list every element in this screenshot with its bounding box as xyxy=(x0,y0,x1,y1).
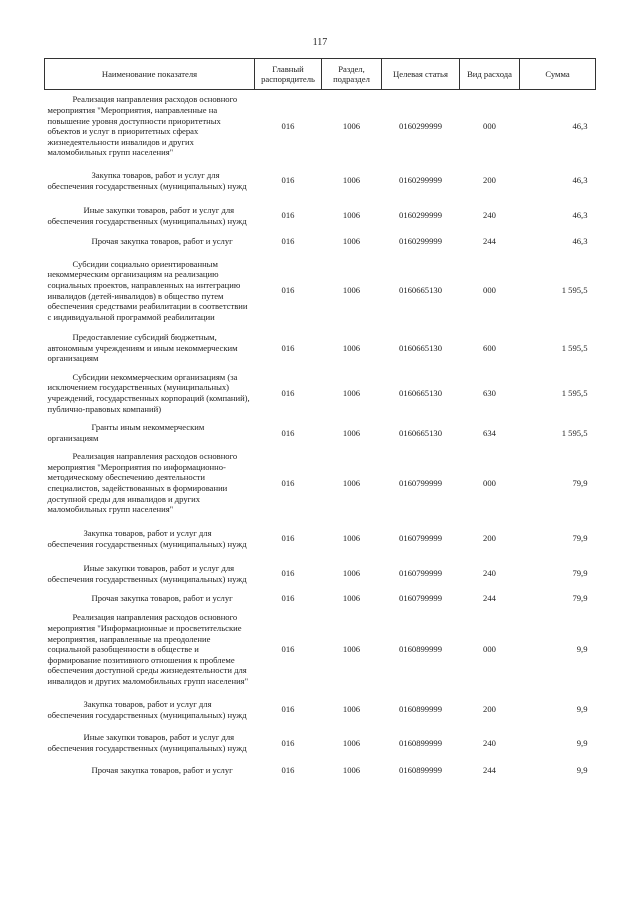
row-target-article: 0160665130 xyxy=(399,427,442,438)
table-row xyxy=(45,557,596,591)
row-sum: 1 595,5 xyxy=(561,285,588,296)
row-expense-type: 200 xyxy=(483,533,496,544)
row-name: Гранты иным некоммерческим организациям xyxy=(47,422,205,443)
row-section: 1006 xyxy=(342,765,361,776)
row-sum: 79,9 xyxy=(572,533,588,544)
row-target-article: 0160299999 xyxy=(399,120,442,131)
row-section: 1006 xyxy=(342,644,361,655)
row-sum: 1 595,5 xyxy=(561,342,588,353)
table-header-row xyxy=(45,59,596,90)
header-name: Наименование показателя xyxy=(45,59,255,90)
row-name: Реализация направления расходов основного мероприятия "Информационные и просветительские мероприятия, направленные на преодоление социальной разобщенности в обществе и формирование позитивного отношения к проблеме обеспечения доступной среды жизнедеятельности для инвалидов и других маломобильных групп населения" xyxy=(47,612,249,686)
header-expense-type: Вид расхода xyxy=(460,59,520,90)
row-target-article: 0160665130 xyxy=(399,285,442,296)
row-sum: 9,9 xyxy=(576,765,588,776)
row-target-article: 0160665130 xyxy=(399,342,442,353)
row-section: 1006 xyxy=(342,427,361,438)
row-main-manager: 016 xyxy=(281,644,295,655)
row-sum: 46,3 xyxy=(572,236,588,247)
row-section: 1006 xyxy=(342,568,361,579)
row-sum: 46,3 xyxy=(572,120,588,131)
row-name: Реализация направления расходов основного мероприятия "Мероприятия по информационно-методическому обеспечению деятельности специалистов, задействованных в формировании доступной среды для инвалидов и других маломобильных групп населения" xyxy=(47,451,238,515)
row-main-manager: 016 xyxy=(281,210,295,221)
row-name: Предоставление субсидий бюджетным, автономным учреждениям и иным некоммерческим организациям xyxy=(47,332,238,364)
row-section: 1006 xyxy=(342,477,361,488)
table-row xyxy=(45,421,596,446)
row-name: Закупка товаров, работ и услуг для обеспечения государственных (муниципальных) нужд xyxy=(47,527,247,549)
table-row xyxy=(45,521,596,557)
budget-table xyxy=(44,58,596,782)
row-name: Реализация направления расходов основного мероприятия "Мероприятия, направленные на повышение уровня доступности приоритетных объектов и услуг в приоритетных сферах жизнедеятельности инвалидов и других маломобильных групп населения" xyxy=(47,94,238,158)
row-section: 1006 xyxy=(342,285,361,296)
row-main-manager: 016 xyxy=(281,342,295,353)
row-name: Прочая закупка товаров, работ и услуг xyxy=(91,593,233,604)
row-sum: 9,9 xyxy=(576,704,588,715)
table-row xyxy=(45,199,596,233)
row-name: Прочая закупка товаров, работ и услуг xyxy=(91,765,233,776)
row-target-article: 0160899999 xyxy=(399,737,442,748)
row-section: 1006 xyxy=(342,387,361,398)
row-expense-type: 634 xyxy=(483,427,496,438)
table-row xyxy=(45,163,596,199)
row-name: Закупка товаров, работ и услуг для обеспечения государственных (муниципальных) нужд xyxy=(47,169,247,191)
row-sum: 79,9 xyxy=(572,568,588,579)
row-target-article: 0160299999 xyxy=(399,175,442,186)
table-row xyxy=(45,727,596,760)
row-target-article: 0160799999 xyxy=(399,533,442,544)
header-target-article: Целевая статья xyxy=(382,59,460,90)
row-main-manager: 016 xyxy=(281,737,295,748)
row-section: 1006 xyxy=(342,533,361,544)
row-expense-type: 244 xyxy=(483,765,496,776)
row-section: 1006 xyxy=(342,593,361,604)
row-target-article: 0160899999 xyxy=(399,644,442,655)
row-expense-type: 244 xyxy=(483,236,496,247)
row-section: 1006 xyxy=(342,342,361,353)
table-row xyxy=(45,233,596,251)
row-expense-type: 200 xyxy=(483,175,496,186)
header-section: Раздел, подраздел xyxy=(322,59,382,90)
row-target-article: 0160299999 xyxy=(399,210,442,221)
row-main-manager: 016 xyxy=(281,704,295,715)
row-expense-type: 000 xyxy=(483,120,496,131)
row-target-article: 0160799999 xyxy=(399,593,442,604)
table-row xyxy=(45,446,596,521)
row-main-manager: 016 xyxy=(281,427,295,438)
row-name: Субсидии некоммерческим организациям (за исключением государственных (муниципальных) учреждений, государственных корпораций (компаний), публично-правовых компаний) xyxy=(47,371,250,414)
page-number: 117 xyxy=(312,37,328,48)
row-name: Субсидии социально ориентированным некоммерческим организациям на реализацию социальных проектов, направленных на интеграцию инвалидов (детей-инвалидов) в общество путем обеспечения средствами реабилитации в соответствии с индивидуальной программой реабилитации xyxy=(47,258,248,322)
row-expense-type: 000 xyxy=(483,477,496,488)
row-section: 1006 xyxy=(342,120,361,131)
row-main-manager: 016 xyxy=(281,765,295,776)
table-row xyxy=(45,251,596,331)
header-sum: Сумма xyxy=(520,59,596,90)
row-main-manager: 016 xyxy=(281,593,295,604)
row-name: Иные закупки товаров, работ и услуг для обеспечения государственных (муниципальных) нужд xyxy=(47,732,247,753)
row-expense-type: 600 xyxy=(483,342,496,353)
row-main-manager: 016 xyxy=(281,477,295,488)
row-name: Иные закупки товаров, работ и услуг для обеспечения государственных (муниципальных) нужд xyxy=(47,204,247,226)
table-row xyxy=(45,760,596,782)
row-sum: 9,9 xyxy=(576,737,588,748)
row-name: Закупка товаров, работ и услуг для обеспечения государственных (муниципальных) нужд xyxy=(47,698,247,720)
row-sum: 1 595,5 xyxy=(561,387,588,398)
row-main-manager: 016 xyxy=(281,568,295,579)
row-section: 1006 xyxy=(342,236,361,247)
row-section: 1006 xyxy=(342,737,361,748)
row-expense-type: 630 xyxy=(483,387,496,398)
row-expense-type: 000 xyxy=(483,644,496,655)
row-section: 1006 xyxy=(342,175,361,186)
row-target-article: 0160799999 xyxy=(399,568,442,579)
row-expense-type: 200 xyxy=(483,704,496,715)
row-main-manager: 016 xyxy=(281,533,295,544)
row-target-article: 0160899999 xyxy=(399,704,442,715)
row-expense-type: 240 xyxy=(483,737,496,748)
row-section: 1006 xyxy=(342,210,361,221)
row-main-manager: 016 xyxy=(281,175,295,186)
row-expense-type: 240 xyxy=(483,568,496,579)
table-row xyxy=(45,607,596,693)
table-row xyxy=(45,693,596,727)
row-section: 1006 xyxy=(342,704,361,715)
header-main-manager: Главный распорядитель xyxy=(255,59,322,90)
table-row xyxy=(45,366,596,421)
row-main-manager: 016 xyxy=(281,236,295,247)
row-sum: 9,9 xyxy=(576,644,588,655)
row-sum: 79,9 xyxy=(572,593,588,604)
row-expense-type: 244 xyxy=(483,593,496,604)
row-name: Прочая закупка товаров, работ и услуг xyxy=(91,236,233,247)
row-expense-type: 240 xyxy=(483,210,496,221)
row-sum: 46,3 xyxy=(572,210,588,221)
table-row xyxy=(45,90,596,163)
table-row xyxy=(45,591,596,607)
row-sum: 46,3 xyxy=(572,175,588,186)
row-sum: 1 595,5 xyxy=(561,427,588,438)
row-target-article: 0160799999 xyxy=(399,477,442,488)
row-target-article: 0160665130 xyxy=(399,387,442,398)
row-target-article: 0160899999 xyxy=(399,765,442,776)
row-name: Иные закупки товаров, работ и услуг для обеспечения государственных (муниципальных) нужд xyxy=(47,562,247,584)
table-row xyxy=(45,331,596,366)
row-main-manager: 016 xyxy=(281,285,295,296)
row-expense-type: 000 xyxy=(483,285,496,296)
row-target-article: 0160299999 xyxy=(399,236,442,247)
row-sum: 79,9 xyxy=(572,477,588,488)
row-main-manager: 016 xyxy=(281,387,295,398)
row-main-manager: 016 xyxy=(281,120,295,131)
